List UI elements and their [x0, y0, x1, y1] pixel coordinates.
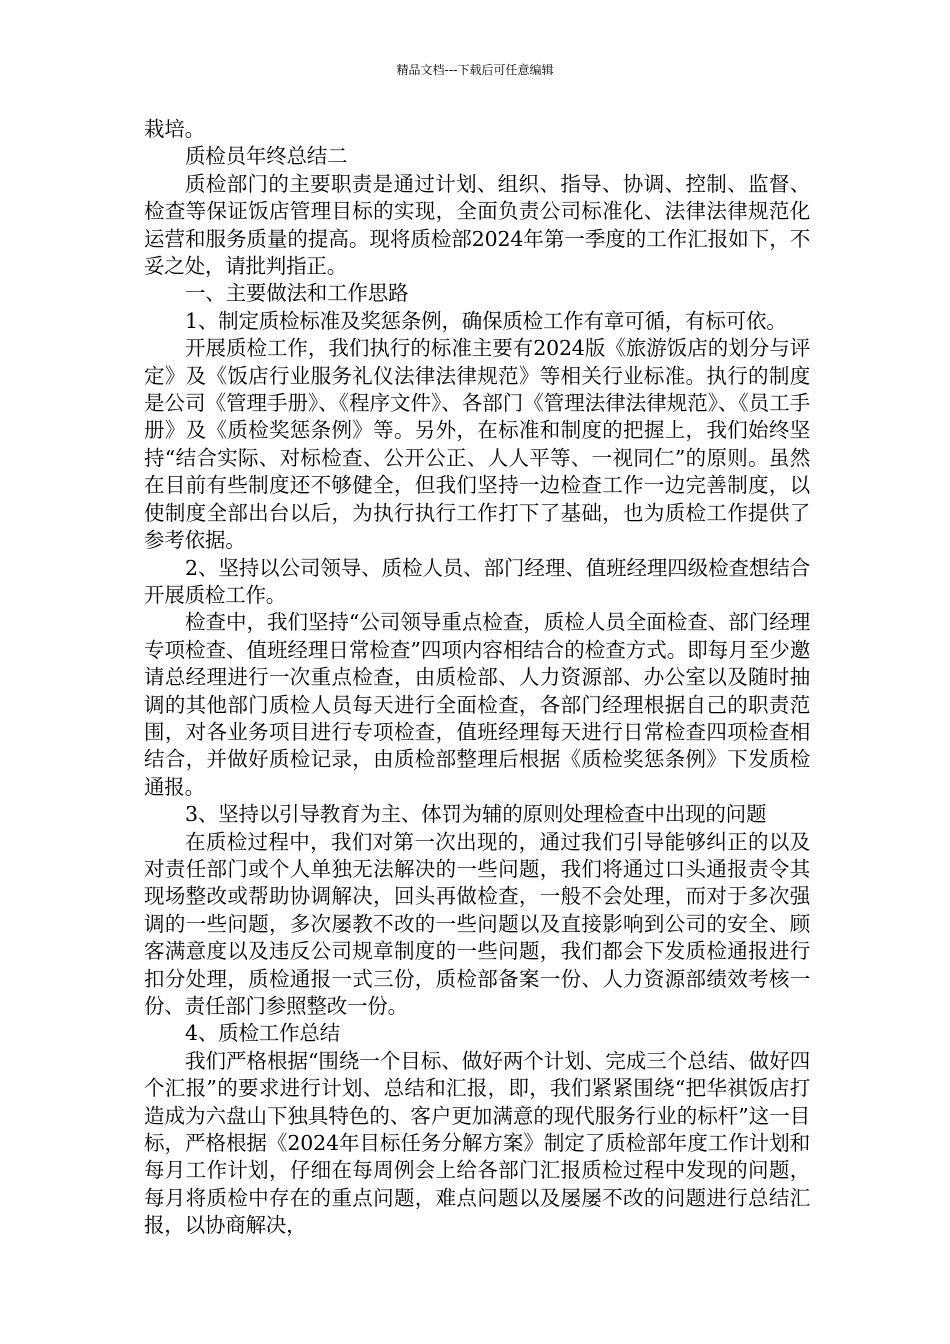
document-body: [144, 116, 810, 1240]
heading-main-approach: 一、主要做法和工作思路: [185, 281, 409, 306]
paragraph-problems: 在质检过程中，我们对第一次出现的，通过我们引导能够纠正的以及对责任部门或个人单独无法解决的一些问题，我们将通过口头通报责令其现场整改或帮助协调解决，回头再做检查，一般不会处理，而对于多次强调的一些问题，多次屡教不改的一些问题以及直接影响到公司的安全、顾客满意度以及违反公司规章制度的一些问题，我们都会下发质检通报进行扣分处理，质检通报一式三份，质检部备案一份、人力资源部绩效考核一份、责任部门参照整改一份。: [144, 829, 810, 1018]
paragraph-inspection: 检查中，我们坚持“公司领导重点检查，质检人员全面检查、部门经理专项检查、值班经理日常检查”四项内容相结合的检查方式。即每月至少邀请总经理进行一次重点检查，由质检部、人力资源部、办公室以及随时抽调的其他部门质检人员每天进行全面检查，各部门经理根据自己的职责范围，对各业务项目进行专项检查，值班经理每天进行日常检查四项检查相结合，并做好质检记录，由质检部整理后根据《质检奖惩条例》下发质检通报。: [144, 610, 810, 799]
heading-item-2: 2、坚持以公司领导、质检人员、部门经理、值班经理四级检查想结合开展质检工作。: [144, 555, 810, 607]
paragraph-summary: 我们严格根据“围绕一个目标、做好两个计划、完成三个总结、做好四个汇报”的要求进行计划、总结和汇报，即，我们紧紧围绕“把华祺饭店打造成为六盘山下独具特色的、客户更加满意的现代服务行业的标杆”这一目标，严格根据《2024年目标任务分解方案》制定了质检部年度工作计划和每月工作计划，仔细在每周例会上给各部门汇报质检过程中发现的问题，每月将质检中存在的重点问题，难点问题以及屡屡不改的问题进行总结汇报，以协商解决，: [144, 1048, 810, 1238]
page-header: 精品文档---下载后可任意编辑: [396, 63, 554, 77]
paragraph-continuation: 栽培。: [144, 117, 205, 141]
paragraph-standards: 开展质检工作，我们执行的标准主要有2024版《旅游饭店的划分与评定》及《饭店行业服务礼仪法律法律规范》等相关行业标准。执行的制度是公司《管理手册》、《程序文件》、各部门《管理法律法律规范》、《员工手册》及《质检奖惩条例》等。另外，在标准和制度的把握上，我们始终坚持“结合实际、对标检查、公开公正、人人平等、一视同仁”的原则。虽然在目前有些制度还不够健全，但我们坚持一边检查工作一边完善制度，以使制度全部出台以后，为执行执行工作打下了基础，也为质检工作提供了参考依据。: [144, 336, 810, 553]
heading-item-1: 1、制定质检标准及奖惩条例，确保质检工作有章可循，有标可依。: [185, 308, 787, 333]
heading-item-3: 3、坚持以引导教育为主、体罚为辅的原则处理检查中出现的问题: [185, 802, 767, 827]
paragraph-intro: 质检部门的主要职责是通过计划、组织、指导、协调、控制、监督、检查等保证饭店管理目标的实现，全面负责公司标准化、法律法律规范化运营和服务质量的提高。现将质检部2024年第一季度的工作汇报如下，不妥之处，请批判指正。: [144, 171, 810, 279]
heading-item-4: 4、质检工作总结: [185, 1021, 340, 1046]
section-title: 质检员年终总结二: [185, 144, 348, 169]
